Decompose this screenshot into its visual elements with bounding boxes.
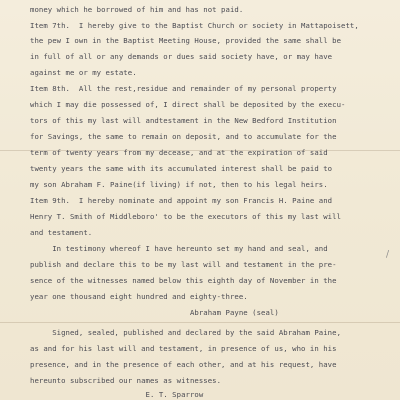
document-line: in full of all or any demands or dues said society have, or may have bbox=[30, 52, 333, 61]
document-line: and testament. bbox=[30, 228, 93, 237]
document-line: In testimony whereof I have hereunto set my hand and seal, and bbox=[30, 244, 328, 253]
document-line: Item 8th. All the rest,residue and remainder of my personal property bbox=[30, 84, 337, 93]
document-line: money which he borrowed of him and has not paid. bbox=[30, 5, 244, 14]
document-line: term of twenty years from my decease, and at the expiration of said bbox=[30, 148, 328, 157]
document-line: against me or my estate. bbox=[30, 68, 137, 77]
document-line: sence of the witnesses named below this eighth day of November in the bbox=[30, 276, 337, 285]
document-line: which I may die possessed of, I direct shall be deposited by the execu- bbox=[30, 100, 346, 109]
document-line: the pew I own in the Baptist Meeting House, provided the same shall be bbox=[30, 36, 342, 45]
document-line: my son Abraham F. Paine(if living) if not, then to his legal heirs. bbox=[30, 180, 328, 189]
document-line: presence, and in the presence of each other, and at his request, have bbox=[30, 360, 337, 369]
document-line: Item 9th. I hereby nominate and appoint my son Francis H. Paine and bbox=[30, 196, 333, 205]
document-line: twenty years the same with its accumulated interest shall be paid to bbox=[30, 164, 333, 173]
margin-pencil-mark: / bbox=[386, 250, 390, 260]
document-line: publish and declare this to be my last will and testament in the pre- bbox=[30, 260, 337, 269]
document-line: Item 7th. I hereby give to the Baptist Church or society in Mattapoisett, bbox=[30, 21, 359, 30]
fold-crease bbox=[0, 322, 400, 323]
document-line: for Savings, the same to remain on deposit, and to accumulate for the bbox=[30, 132, 337, 141]
signature-line: Abraham Payne (seal) bbox=[30, 308, 279, 317]
document-line: Signed, sealed, published and declared by the said Abraham Paine, bbox=[30, 328, 342, 337]
witness-line: E. T. Sparrow bbox=[30, 390, 204, 399]
document-line: year one thousand eight hundred and eighty-three. bbox=[30, 292, 248, 301]
document-line: tors of this my last will andtestament in the New Bedford Institution bbox=[30, 116, 337, 125]
document-line: as and for his last will and testament, in presence of us, who in his bbox=[30, 344, 337, 353]
document-line: hereunto subscribed our names as witnesses. bbox=[30, 376, 222, 385]
document-line: Henry T. Smith of Middleboro' to be the executors of this my last will bbox=[30, 212, 342, 221]
